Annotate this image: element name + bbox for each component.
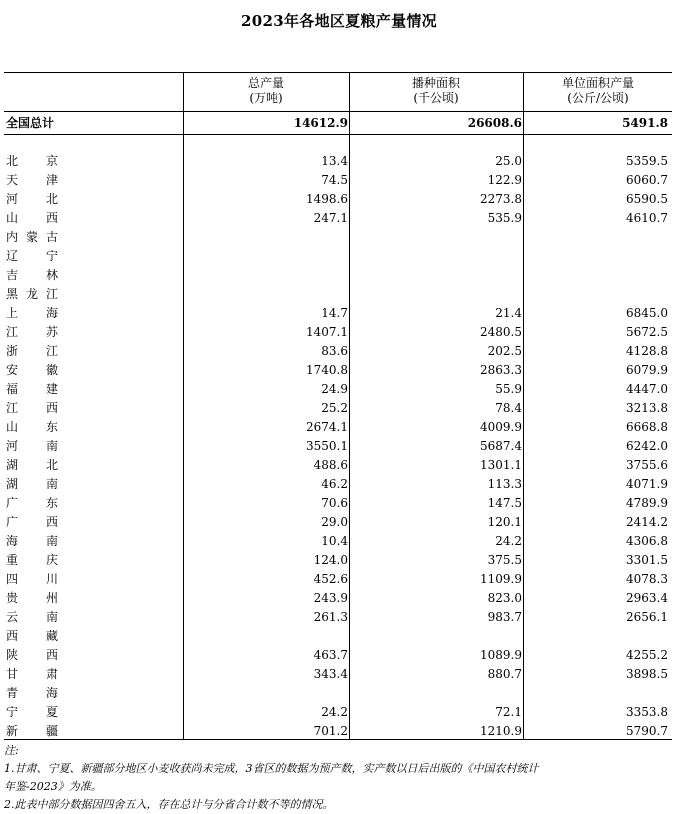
- region-output: 1498.6: [306, 192, 348, 206]
- table-bottom-border: [4, 739, 672, 740]
- column-divider: [523, 72, 524, 739]
- region-area: 147.5: [487, 496, 522, 510]
- region-area: 535.9: [487, 211, 522, 225]
- region-yield: 6590.5: [626, 192, 668, 206]
- region-name: [6, 228, 182, 247]
- region-output: 83.6: [321, 344, 348, 358]
- region-area: 113.3: [487, 477, 522, 491]
- region-output: 701.2: [313, 724, 348, 738]
- region-yield: 3898.5: [626, 667, 668, 681]
- region-area: 1210.9: [480, 724, 522, 738]
- region-name: [6, 589, 182, 608]
- region-output: 452.6: [313, 572, 348, 586]
- region-yield: 4789.9: [626, 496, 668, 510]
- region-name-text: 云 南: [6, 610, 58, 624]
- region-name-text: 陕 西: [6, 648, 58, 662]
- region-output: 74.5: [321, 173, 348, 187]
- footnotes: [4, 742, 672, 814]
- region-name-text: 安 徽: [6, 363, 58, 377]
- region-name-text: 青 海: [6, 686, 58, 700]
- region-output: 14.7: [321, 306, 348, 320]
- total-yield: 5491.8: [622, 116, 668, 130]
- region-name-text: 广 西: [6, 515, 58, 529]
- region-output: 13.4: [321, 154, 348, 168]
- region-name: [6, 190, 182, 209]
- region-name: [6, 665, 182, 684]
- region-yield: 3353.8: [626, 705, 668, 719]
- header-area-unit: (千公顷): [413, 91, 459, 105]
- region-area: 122.9: [487, 173, 522, 187]
- region-name-text: 辽 宁: [6, 249, 58, 263]
- column-divider: [183, 72, 184, 739]
- region-yield: 6060.7: [626, 173, 668, 187]
- table-row: [4, 589, 672, 608]
- region-output: 343.4: [313, 667, 348, 681]
- region-name: [6, 209, 182, 228]
- region-name-text: 上 海: [6, 306, 58, 320]
- region-name-text: 吉 林: [6, 268, 58, 282]
- region-name-text: 天 津: [6, 173, 58, 187]
- region-output: 261.3: [313, 610, 348, 624]
- table-row: [4, 456, 672, 475]
- table-row: [4, 684, 672, 703]
- region-area: 72.1: [495, 705, 522, 719]
- region-yield: 5790.7: [626, 724, 668, 738]
- region-output: 46.2: [321, 477, 348, 491]
- region-name-text: 江 苏: [6, 325, 58, 339]
- region-name: [6, 646, 182, 665]
- region-name: [6, 247, 182, 266]
- region-area: 983.7: [487, 610, 522, 624]
- header-yield: [524, 73, 672, 111]
- region-name: [6, 285, 182, 304]
- table-row: [4, 380, 672, 399]
- region-yield: 6242.0: [626, 439, 668, 453]
- region-area: 4009.9: [480, 420, 522, 434]
- table-row: [4, 627, 672, 646]
- total-area: 26608.6: [467, 116, 522, 130]
- region-yield: 3755.6: [626, 458, 668, 472]
- region-area: 1301.1: [480, 458, 522, 472]
- table-row: [4, 646, 672, 665]
- region-name: [6, 513, 182, 532]
- region-name: [6, 380, 182, 399]
- region-area: 25.0: [495, 154, 522, 168]
- region-area: 823.0: [487, 591, 522, 605]
- region-yield: 5672.5: [626, 325, 668, 339]
- table-row: [4, 361, 672, 380]
- region-name-text: 湖 北: [6, 458, 58, 472]
- region-name: [6, 532, 182, 551]
- region-area: 202.5: [487, 344, 522, 358]
- region-name-text: 江 西: [6, 401, 58, 415]
- region-output: 3550.1: [306, 439, 348, 453]
- table-row: [4, 399, 672, 418]
- header-output-label: 总产量: [247, 76, 284, 90]
- region-name-text: 西 藏: [6, 629, 58, 643]
- header-yield-label: 单位面积产量: [561, 76, 634, 90]
- region-name: [6, 570, 182, 589]
- region-name-text: 山 西: [6, 211, 58, 225]
- region-name: [6, 342, 182, 361]
- region-yield: 2414.2: [626, 515, 668, 529]
- table-row: [4, 475, 672, 494]
- region-name: [6, 494, 182, 513]
- region-output: 247.1: [313, 211, 348, 225]
- table-row: [4, 228, 672, 247]
- column-divider: [349, 72, 350, 739]
- region-name: [6, 703, 182, 722]
- region-name: [6, 304, 182, 323]
- table-row: [4, 494, 672, 513]
- region-name: [6, 437, 182, 456]
- region-name-text: 新 疆: [6, 724, 58, 738]
- region-output: 29.0: [321, 515, 348, 529]
- region-name: [6, 608, 182, 627]
- region-output: 243.9: [313, 591, 348, 605]
- region-name-text: 山 东: [6, 420, 58, 434]
- total-output: 14612.9: [293, 116, 348, 130]
- region-output: 25.2: [321, 401, 348, 415]
- region-name-text: 浙 江: [6, 344, 58, 358]
- region-name: [6, 684, 182, 703]
- region-output: 24.2: [321, 705, 348, 719]
- region-area: 1089.9: [480, 648, 522, 662]
- region-name-text: 河 南: [6, 439, 58, 453]
- table-row: [4, 342, 672, 361]
- region-yield: 2963.4: [626, 591, 668, 605]
- region-yield: 6845.0: [626, 306, 668, 320]
- region-name-text: 海 南: [6, 534, 58, 548]
- region-output: 124.0: [313, 553, 348, 567]
- region-rows: [4, 152, 672, 741]
- table-row: [4, 437, 672, 456]
- region-area: 2863.3: [480, 363, 522, 377]
- table-row: [4, 665, 672, 684]
- region-output: 70.6: [321, 496, 348, 510]
- region-name-text: 内 蒙 古: [6, 230, 58, 244]
- page-title: 2023年各地区夏粮产量情况: [241, 12, 437, 30]
- table-row: [4, 285, 672, 304]
- region-yield: 4255.2: [626, 648, 668, 662]
- total-label: 全国总计: [6, 116, 55, 130]
- region-name-text: 重 庆: [6, 553, 58, 567]
- grain-table: [4, 72, 672, 741]
- region-output: 1407.1: [306, 325, 348, 339]
- region-name: [6, 399, 182, 418]
- region-area: 21.4: [495, 306, 522, 320]
- table-row: [4, 266, 672, 285]
- region-area: 78.4: [495, 401, 522, 415]
- region-name-text: 北 京: [6, 154, 58, 168]
- header-output: [184, 73, 348, 111]
- region-area: 55.9: [495, 382, 522, 396]
- region-output: 2674.1: [306, 420, 348, 434]
- region-name: [6, 551, 182, 570]
- region-name-text: 广 东: [6, 496, 58, 510]
- region-output: 488.6: [313, 458, 348, 472]
- region-area: 5687.4: [480, 439, 522, 453]
- table-row: [4, 190, 672, 209]
- header-area: [350, 73, 522, 111]
- region-area: 2480.5: [480, 325, 522, 339]
- table-row: [4, 513, 672, 532]
- region-area: 2273.8: [480, 192, 522, 206]
- region-yield: 4306.8: [626, 534, 668, 548]
- table-row: [4, 608, 672, 627]
- region-area: 120.1: [487, 515, 522, 529]
- region-output: 463.7: [313, 648, 348, 662]
- region-name-text: 河 北: [6, 192, 58, 206]
- region-yield: 4071.9: [626, 477, 668, 491]
- region-name-text: 福 建: [6, 382, 58, 396]
- region-yield: 4078.3: [626, 572, 668, 586]
- header-output-unit: (万吨): [249, 91, 283, 105]
- table-row: [4, 703, 672, 722]
- table-row: [4, 152, 672, 171]
- table-row: [4, 570, 672, 589]
- region-yield: 4447.0: [626, 382, 668, 396]
- region-name: [6, 171, 182, 190]
- region-name: [6, 456, 182, 475]
- header-area-label: 播种面积: [411, 76, 460, 90]
- table-row-total: [4, 114, 672, 135]
- table-row: [4, 551, 672, 570]
- region-yield: 6668.8: [626, 420, 668, 434]
- table-row: [4, 209, 672, 228]
- region-area: 24.2: [495, 534, 522, 548]
- table-row: [4, 247, 672, 266]
- region-name-text: 湖 南: [6, 477, 58, 491]
- region-name: [6, 323, 182, 342]
- region-area: 880.7: [487, 667, 522, 681]
- note-1-line-1: 1.甘肃、宁夏、新疆部分地区小麦收获尚未完成，3省区的数据为预产数，实产数以日后出版的《中国农村统计: [4, 762, 539, 775]
- region-name: [6, 627, 182, 646]
- table-row: [4, 532, 672, 551]
- region-yield: 4128.8: [626, 344, 668, 358]
- spacer-row: [4, 135, 672, 152]
- region-area: 1109.9: [480, 572, 522, 586]
- region-name-text: 四 川: [6, 572, 58, 586]
- region-yield: 3213.8: [626, 401, 668, 415]
- region-name: [6, 152, 182, 171]
- table-row: [4, 304, 672, 323]
- region-name-text: 宁 夏: [6, 705, 58, 719]
- region-yield: 5359.5: [626, 154, 668, 168]
- note-1-line-2: 年鉴-2023》为准。: [4, 780, 102, 793]
- region-name: [6, 361, 182, 380]
- region-yield: 4610.7: [626, 211, 668, 225]
- region-area: 375.5: [487, 553, 522, 567]
- region-name: [6, 266, 182, 285]
- header-yield-unit: (公斤/公顷): [567, 91, 629, 105]
- region-yield: 2656.1: [626, 610, 668, 624]
- table-header: [4, 72, 672, 112]
- region-output: 1740.8: [306, 363, 348, 377]
- region-name: [6, 418, 182, 437]
- table-row: [4, 323, 672, 342]
- region-yield: 6079.9: [626, 363, 668, 377]
- region-name-text: 甘 肃: [6, 667, 58, 681]
- notes-label: 注:: [4, 744, 19, 757]
- region-name-text: 贵 州: [6, 591, 58, 605]
- table-row: [4, 171, 672, 190]
- table-row: [4, 418, 672, 437]
- region-name-text: 黑 龙 江: [6, 287, 58, 301]
- note-2: 2.此表中部分数据因四舍五入，存在总计与分省合计数不等的情况。: [4, 798, 334, 811]
- region-output: 10.4: [321, 534, 348, 548]
- region-name: [6, 475, 182, 494]
- region-output: 24.9: [321, 382, 348, 396]
- region-yield: 3301.5: [626, 553, 668, 567]
